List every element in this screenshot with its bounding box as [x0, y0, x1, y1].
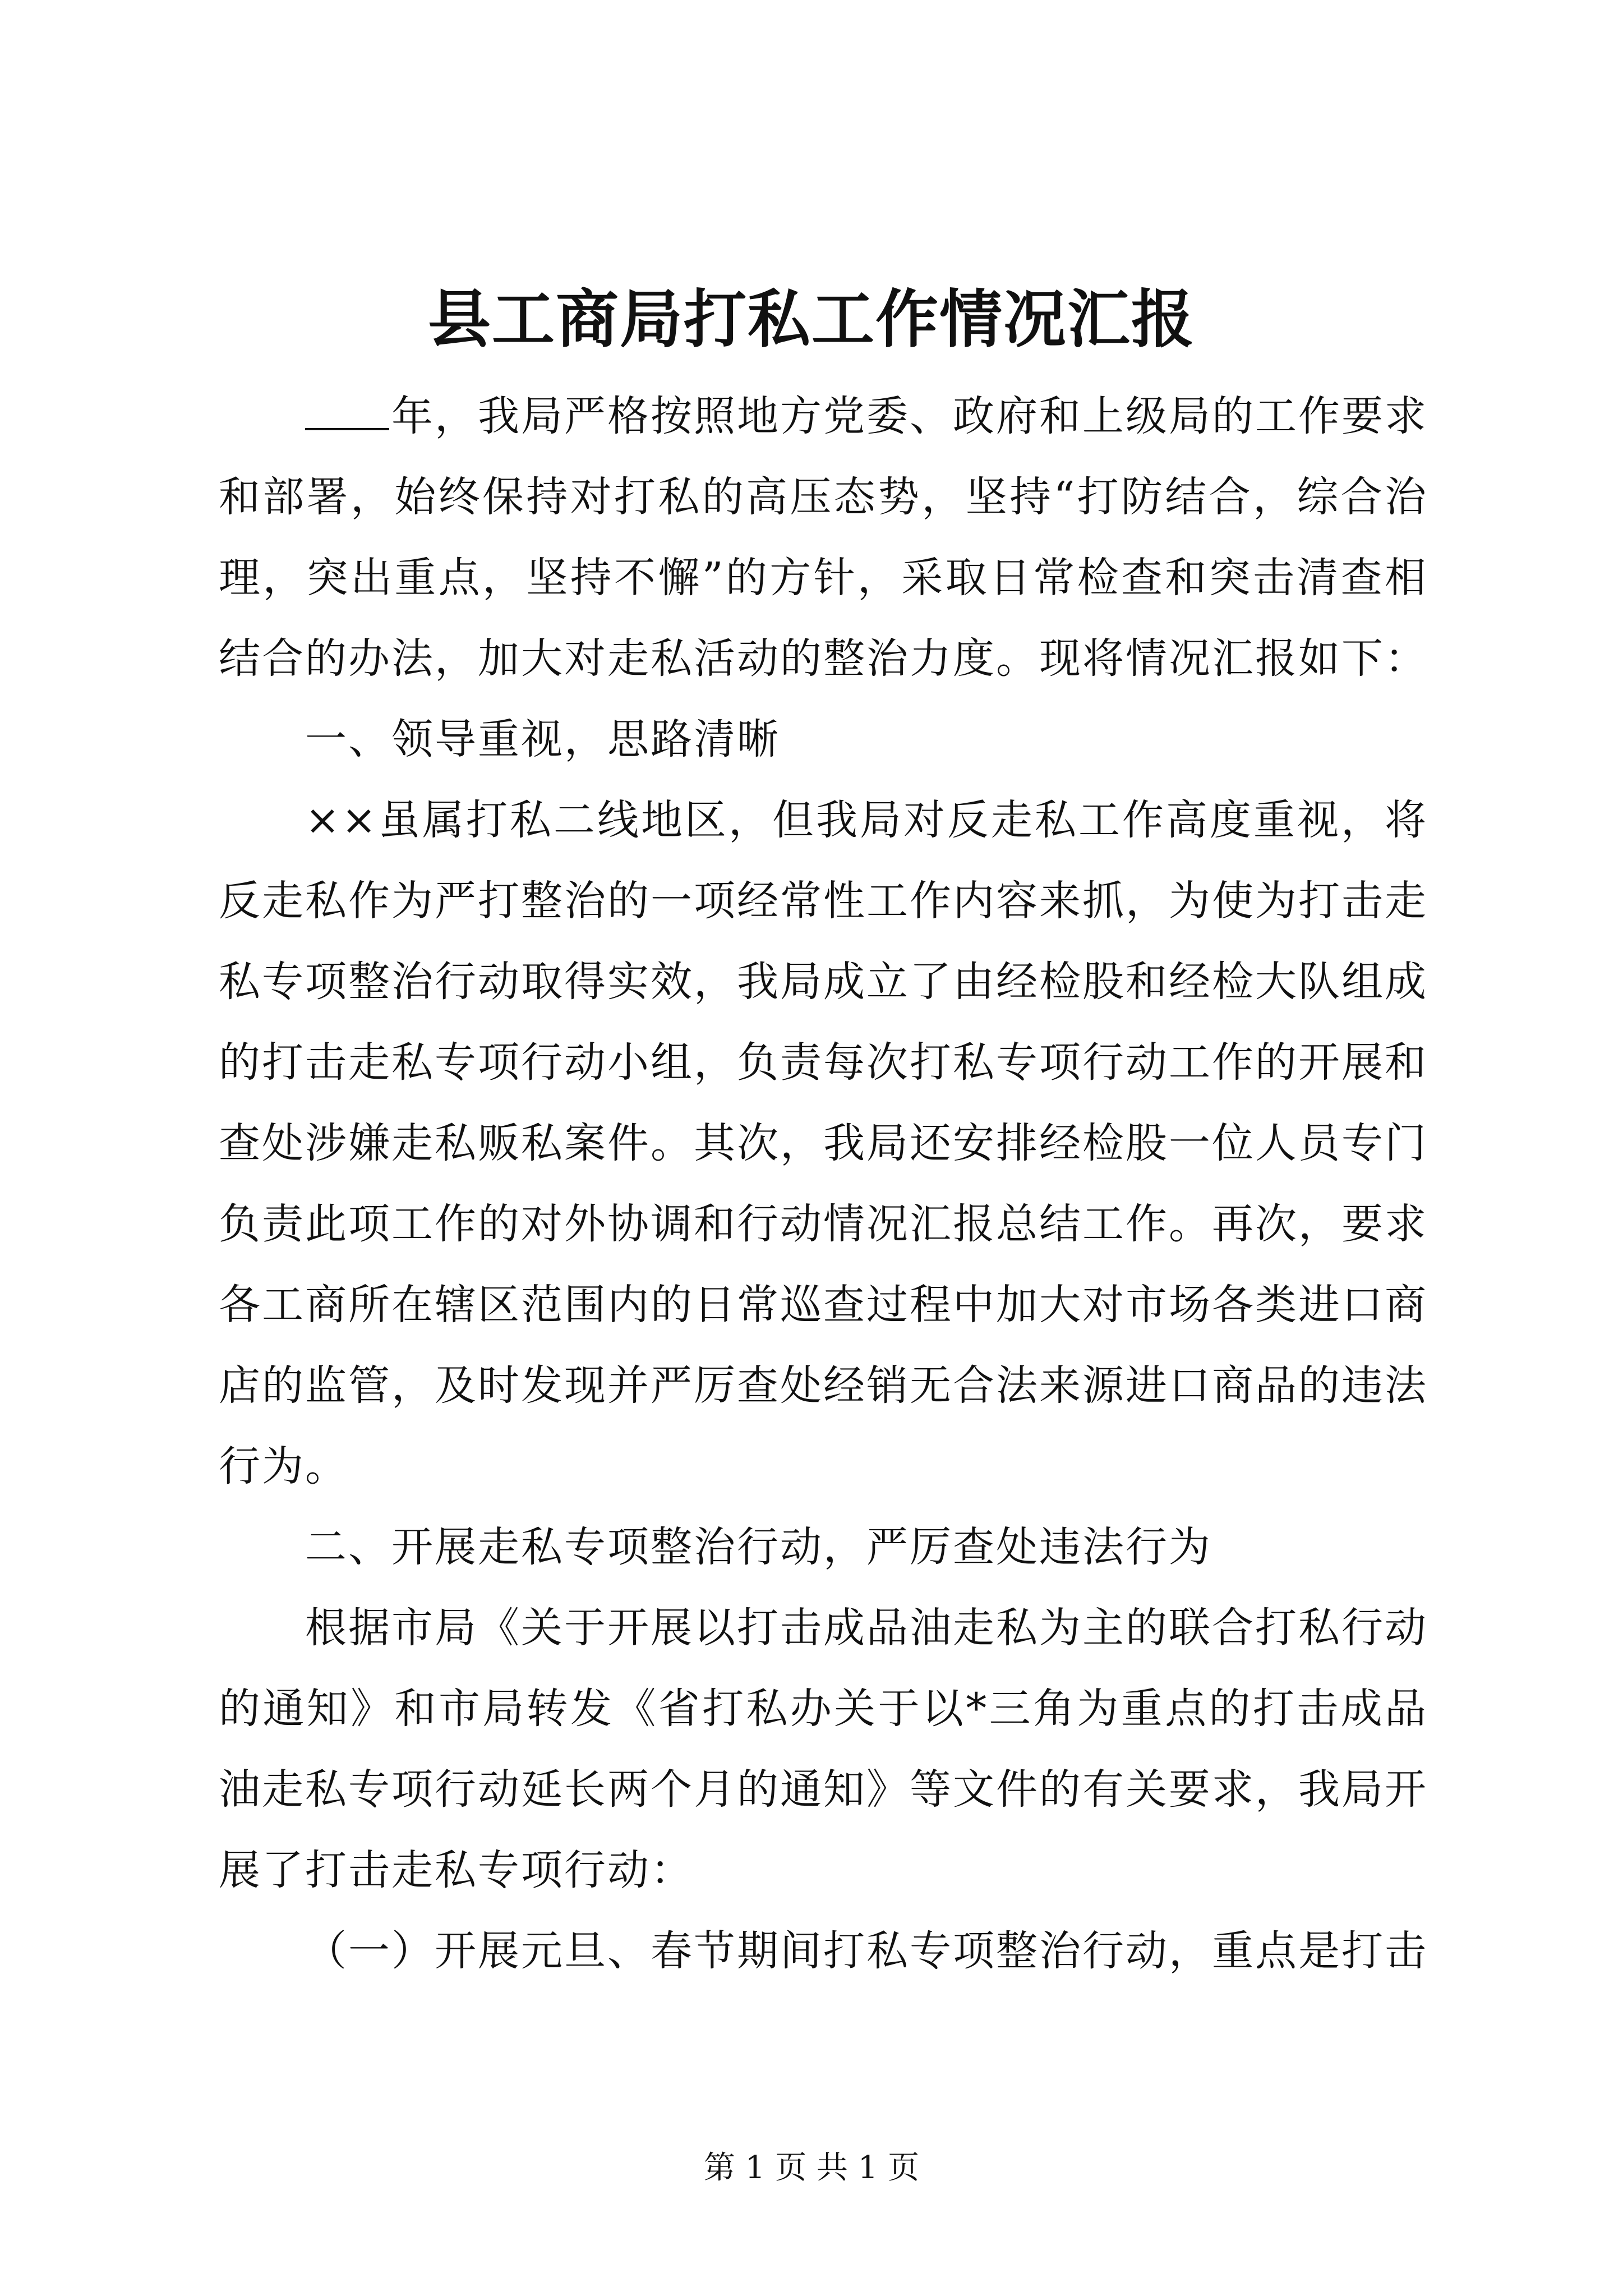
intro-paragraph: [219, 376, 1428, 699]
section-2-paragraph: 根据市局《关于开展以打击成品油走私为主的联合打私行动的通知》和市局转发《省打私办关于以*三角为重点的打击成品油走私专项行动延长两个月的通知》等文件的有关要求，我局开展了打击走私专项行动：: [219, 1604, 1428, 1894]
page-title: 县工商局打私工作情况汇报: [428, 283, 1195, 356]
section-1-paragraph: ××虽属打私二线地区，但我局对反走私工作高度重视，将反走私作为严打整治的一项经常性工作内容来抓，为使为打击走私专项整治行动取得实效，我局成立了由经检股和经检大队组成的打击走私专项行动小组，负责每次打私专项行动工作的开展和查处涉嫌走私贩私案件。其次，我局还安排经检股一位人员专门负责此项工作的对外协调和行动情况汇报总结工作。再次，要求各工商所在辖区范围内的日常巡查过程中加大对市场各类进口商店的监管，及时发现并严厉查处经销无合法来源进口商品的违法行为。: [219, 796, 1428, 1490]
sub-heading-1: （一）开展元旦、春节期间打私专项整治行动，重点是打击: [305, 1927, 1428, 1975]
document-body: [219, 376, 1428, 1991]
blank-underline: [305, 394, 389, 430]
section-heading-2: 二、开展走私专项整治行动，严厉查处违法行为: [305, 1523, 1212, 1571]
section-heading-1: 一、领导重视，思路清晰: [305, 715, 780, 763]
intro-text: 年，我局严格按照地方党委、政府和上级局的工作要求和部署，始终保持对打私的高压态势，坚持“打防结合，综合治理，突出重点，坚持不懈”的方针，采取日常检查和突击清查相结合的办法，加大对走私活动的整治力度。现将情况汇报如下：: [219, 392, 1428, 683]
page-number-footer: 第 1 页 共 1 页: [703, 2150, 920, 2186]
